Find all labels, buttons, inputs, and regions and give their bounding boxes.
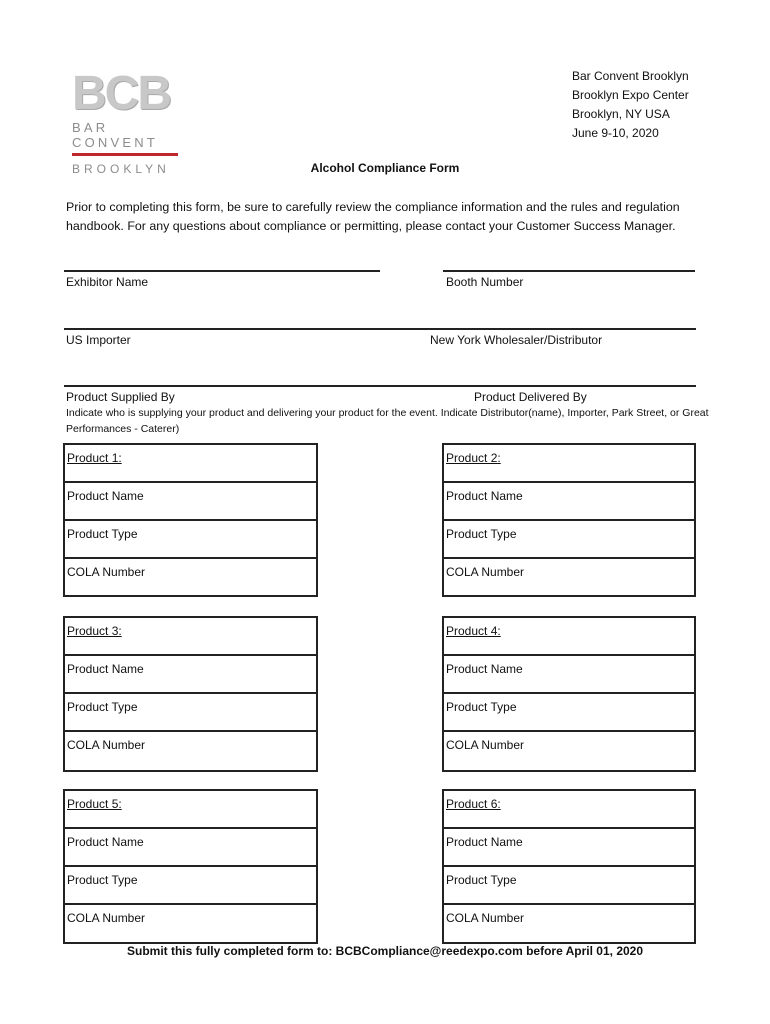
product-2-cola-field[interactable]: COLA Number xyxy=(446,565,525,579)
product-5-header: Product 5: xyxy=(67,797,122,811)
instruction-note: Indicate who is supplying your product and delivering your product for the event. Indicate Distributor(name), Importer, Park Street, or Great Performances - Caterer) xyxy=(66,407,709,435)
product-3-cola-field[interactable]: COLA Number xyxy=(67,738,146,752)
logo-red-rule xyxy=(72,153,178,156)
product-5-type-field[interactable]: Product Type xyxy=(65,867,316,905)
product-supplied-by-label: Product Supplied By xyxy=(66,390,175,404)
logo-letters: BCB xyxy=(72,67,170,120)
product-4-box xyxy=(442,616,696,772)
product-1-type-field[interactable]: Product Type xyxy=(65,521,316,559)
product-3-name-field[interactable]: Product Name xyxy=(65,656,316,694)
product-6-header-cell[interactable] xyxy=(444,791,694,829)
product-6-name-field[interactable]: Product Name xyxy=(444,829,694,867)
product-5-box xyxy=(63,789,318,944)
product-4-name-field[interactable]: Product Name xyxy=(444,656,694,694)
product-2-box xyxy=(442,443,696,597)
booth-number-label: Booth Number xyxy=(446,275,524,289)
product-delivered-by-label: Product Delivered By xyxy=(474,390,587,404)
exhibitor-name-label: Exhibitor Name xyxy=(66,275,149,289)
product-1-box xyxy=(63,443,318,597)
importer-wholesaler-line[interactable] xyxy=(64,328,696,330)
product-6-cola-field[interactable]: COLA Number xyxy=(446,911,525,925)
product-4-type-field[interactable]: Product Type xyxy=(444,694,694,732)
address-line-1: Bar Convent Brooklyn xyxy=(572,69,689,83)
supplied-delivered-line[interactable] xyxy=(64,385,696,387)
submission-instructions: Submit this fully completed form to: BCBCompliance@reedexpo.com before April 01, 2020 xyxy=(126,944,644,958)
product-2-header-cell[interactable] xyxy=(444,445,694,483)
product-4-header: Product 4: xyxy=(446,624,501,638)
product-3-type-field[interactable]: Product Type xyxy=(65,694,316,732)
ny-wholesaler-label: New York Wholesaler/Distributor xyxy=(430,333,603,347)
product-1-cola-field[interactable]: COLA Number xyxy=(67,565,146,579)
exhibitor-name-line[interactable] xyxy=(64,270,380,272)
product-6-header: Product 6: xyxy=(446,797,501,811)
product-5-name-field[interactable]: Product Name xyxy=(65,829,316,867)
product-5-cola-field[interactable]: COLA Number xyxy=(67,911,146,925)
product-4-cola-field[interactable]: COLA Number xyxy=(446,738,525,752)
address-line-4: June 9-10, 2020 xyxy=(572,126,659,140)
product-1-header: Product 1: xyxy=(67,451,122,465)
product-4-header-cell[interactable] xyxy=(444,618,694,656)
product-1-header-cell[interactable] xyxy=(65,445,316,483)
address-line-2: Brooklyn Expo Center xyxy=(572,88,689,102)
product-5-header-cell[interactable] xyxy=(65,791,316,829)
bcb-logo xyxy=(72,67,182,176)
event-address xyxy=(572,67,689,143)
product-6-box xyxy=(442,789,696,944)
address-line-3: Brooklyn, NY USA xyxy=(572,107,670,121)
us-importer-label: US Importer xyxy=(66,333,131,347)
logo-bar-convent: BAR CONVENT xyxy=(72,120,158,150)
intro-paragraph: Prior to completing this form, be sure to carefully review the compliance information and the rules and regulation handbook. For any questions about compliance or permitting, please contact your Customer Success Manager. xyxy=(66,200,680,233)
product-1-name-field[interactable]: Product Name xyxy=(65,483,316,521)
booth-number-line[interactable] xyxy=(443,270,695,272)
product-2-name-field[interactable]: Product Name xyxy=(444,483,694,521)
product-3-box xyxy=(63,616,318,772)
product-2-header: Product 2: xyxy=(446,451,501,465)
logo-brooklyn: BROOKLYN xyxy=(72,162,170,176)
product-3-header: Product 3: xyxy=(67,624,122,638)
product-3-header-cell[interactable] xyxy=(65,618,316,656)
product-6-type-field[interactable]: Product Type xyxy=(444,867,694,905)
product-2-type-field[interactable]: Product Type xyxy=(444,521,694,559)
form-title: Alcohol Compliance Form xyxy=(310,161,460,175)
